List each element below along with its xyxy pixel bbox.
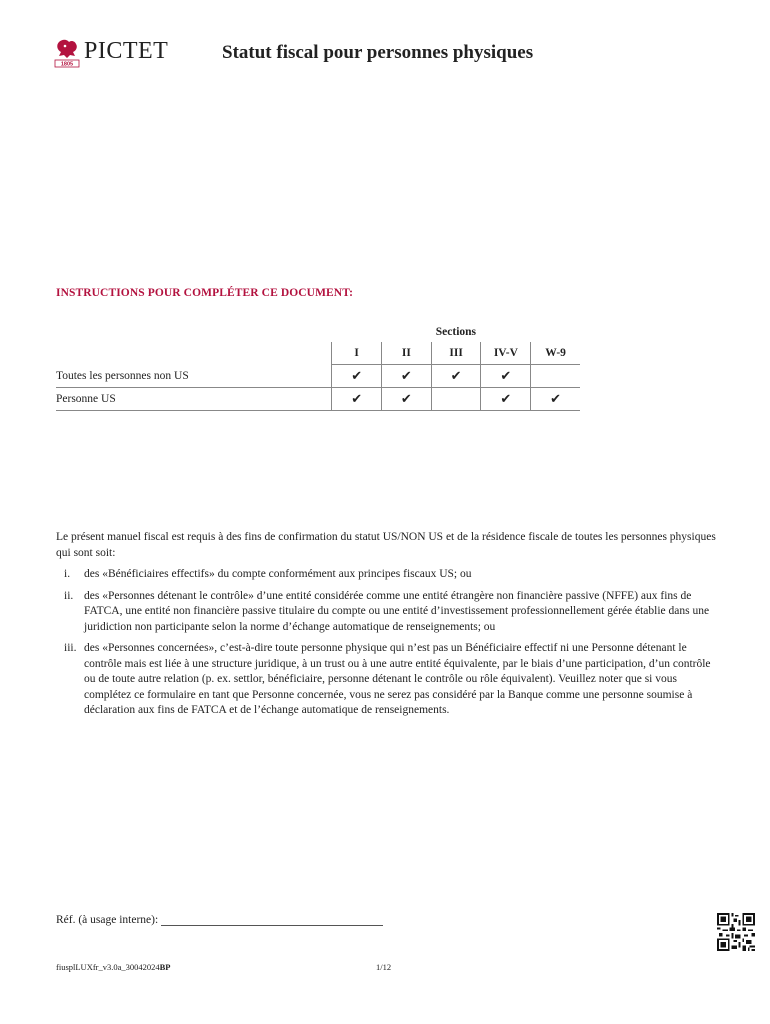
row-label: Personne US	[56, 388, 332, 411]
list-text: des «Personnes concernées», c’est-à-dire toute personne physique qui n’est pas un Bénéficiaire effectif ni une Personne détenant le contrôle mais est liée à une structure juridique, à un trust ou à une autre entité équivalente, par le biais d’une participation, d’un contrôle ou de toute autre relation (p. ex. settlor, bénéficiaire, personne détenant le contrôle ou rôle équivalent). Veuillez noter que si vous complétez ce formulaire en tant que Personne concernée, vous ne serez pas considéré par la Banque comme une personne soumise à déclaration aux fins de FATCA et de l’échange automatique de renseignements.	[84, 642, 711, 716]
column-header: IV-V	[481, 342, 531, 365]
check-mark	[431, 388, 481, 411]
logo-wordmark: PICTET	[84, 38, 169, 64]
intro-paragraph: Le présent manuel fiscal est requis à des fins de confirmation du statut US/NON US et de la résidence fiscale de toutes les personnes physiques qui sont soit:	[56, 531, 716, 559]
check-mark: ✔	[382, 388, 432, 411]
check-mark: ✔	[531, 388, 580, 411]
table-row	[56, 388, 580, 411]
check-mark: ✔	[332, 365, 382, 388]
check-mark	[531, 365, 580, 388]
document-code-prefix: fiusplLUXfr_v3.0a_30042024	[56, 962, 160, 972]
list-text: des «Personnes détenant le contrôle» d’une entité considérée comme une entité étrangère non financière passive (NFFE) aux fins de FATCA, une entité non financière passive titulaire du compte ou une entité d’investissement professionnellement gérée établie dans une juridiction non participante selon la norme d’échange automatique de renseignements; ou	[84, 589, 710, 633]
list-text: des «Bénéficiaires effectifs» du compte conformément aux principes fiscaux US; ou	[84, 568, 472, 580]
page-title: Statut fiscal pour personnes physiques	[222, 42, 534, 63]
sections-caption: Sections	[435, 326, 477, 338]
logo-year: 1805	[60, 61, 74, 68]
list-number: ii.	[64, 589, 74, 602]
list-number: iii.	[64, 642, 77, 654]
pictet-lion-icon	[54, 38, 80, 68]
document-code-suffix: BP	[159, 962, 171, 972]
table-header-row	[56, 342, 580, 365]
check-mark: ✔	[431, 365, 481, 388]
list-number: i.	[64, 568, 71, 580]
column-header: I	[332, 342, 382, 365]
instructions-heading: INSTRUCTIONS POUR COMPLÉTER CE DOCUMENT:	[56, 287, 354, 299]
body-text	[56, 530, 716, 725]
qr-code-icon	[717, 913, 755, 951]
list-item	[56, 641, 716, 719]
check-mark: ✔	[382, 365, 432, 388]
criteria-list	[56, 567, 716, 719]
pictet-logo	[54, 38, 168, 68]
column-header: II	[382, 342, 432, 365]
sections-table	[56, 322, 580, 411]
list-item	[56, 567, 716, 583]
column-header: W-9	[531, 342, 580, 365]
reference-input-line[interactable]	[161, 914, 383, 926]
check-mark: ✔	[481, 365, 531, 388]
document-code	[56, 962, 171, 972]
check-mark: ✔	[332, 388, 382, 411]
check-mark: ✔	[481, 388, 531, 411]
page-number: 1/12	[376, 962, 392, 972]
row-label: Toutes les personnes non US	[56, 365, 332, 388]
reference-field	[56, 914, 383, 926]
list-item	[56, 589, 716, 636]
table-row	[56, 365, 580, 388]
column-header: III	[431, 342, 481, 365]
reference-label: Réf. (à usage interne):	[56, 914, 159, 926]
